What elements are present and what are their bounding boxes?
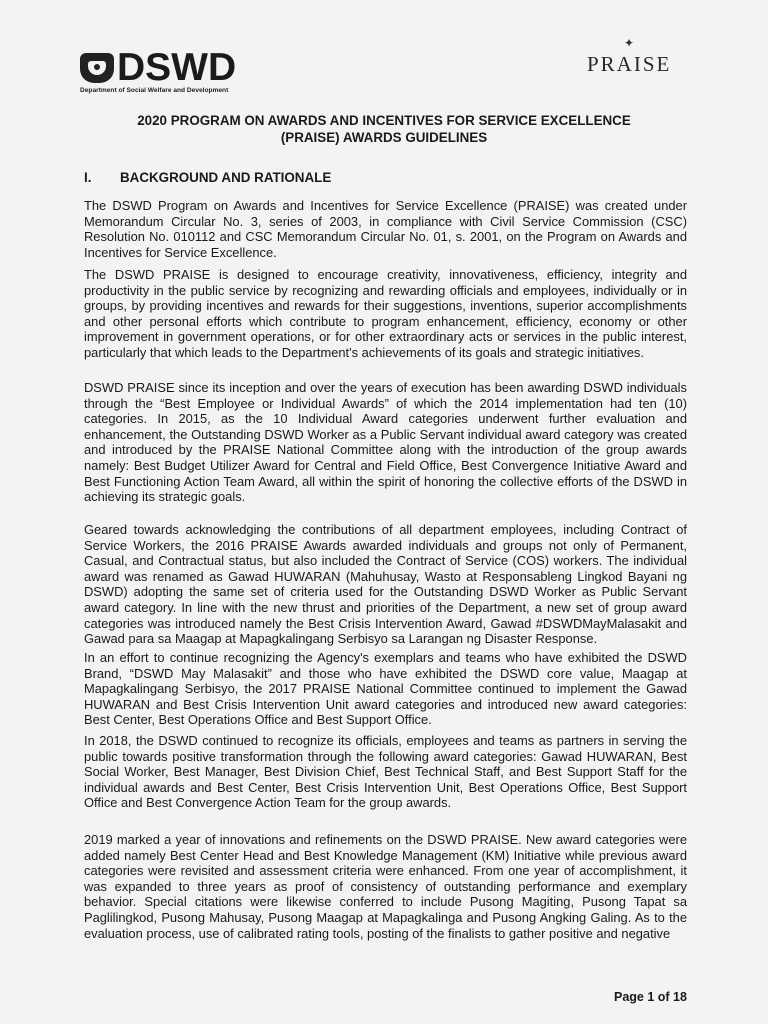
paragraph: The DSWD Program on Awards and Incentives for Service Excellence (PRAISE) was created under Memorandum Circular No. 3, series of 2003, in compliance with Civil Service Commission (CSC) Resolution No. 010112 and CSC Memorandum Circular No. 01, s. 2001, on the Program on Awards and Incentives for Service Excellence. <box>84 198 687 260</box>
dswd-logo-text: DSWD <box>117 46 237 89</box>
section-heading <box>84 170 331 185</box>
paragraph: 2019 marked a year of innovations and refinements on the DSWD PRAISE. New award categories were added namely Best Center Head and Best Knowledge Management (KM) Initiative while previous award categories were revisited and assessment criteria were enhanced. From one year of accomplishment, it was expanded to three years as proof of consistency of outstanding performance and exemplary behavior. Special citations were likewise conferred to include Pusong Magiting, Pusong Tapat sa Paglilingkod, Pusong Mahusay, Pusong Maagap at Mapagkalinga and Pusong Angking Galing. As to the evaluation process, use of calibrated rating tools, posting of the finalists to gather positive and negative <box>84 832 687 941</box>
section-number: I. <box>84 170 92 185</box>
paragraph: Geared towards acknowledging the contributions of all department employees, including Contract of Service Workers, the 2016 PRAISE Awards awarded individuals and groups not only of Permanent, Casual, and Contractual status, but also included the Contract of Service (COS) workers. The individual award was renamed as Gawad HUWARAN (Mahuhusay, Wasto at Responsableng Lingkod Bayani ng DSWD) adopting the same set of criteria used for the Outstanding DSWD Worker as Public Servant award category. In line with the new thrust and priorities of the Department, a new set of group award categories was introduced namely the Best Crisis Intervention Award, Gawad #DSWDMayMalasakit and Gawad para sa Maagap at Mapagkalingang Serbisyo sa Larangan ng Disaster Response. <box>84 522 687 647</box>
dswd-logo-subtitle: Department of Social Welfare and Development <box>80 87 229 94</box>
praise-star-icon: ✦ <box>624 36 635 50</box>
dswd-logo <box>80 46 237 94</box>
paragraph: DSWD PRAISE since its inception and over the years of execution has been awarding DSWD individuals through the “Best Employee or Individual Awards” of which the 2014 implementation had ten (10) categories. In 2015, as the 10 Individual Award categories underwent further evaluation and enhancement, the Outstanding DSWD Worker as a Public Servant individual award category was created and introduced by the PRAISE National Committee along with the introduction of the group awards namely: Best Budget Utilizer Award for Central and Field Office, Best Convergence Initiative Award and Best Functioning Action Team Award, all within the spirit of honoring the collective efforts of the DSWD in achieving its strategic goals. <box>84 380 687 505</box>
document-title-line-1: 2020 PROGRAM ON AWARDS AND INCENTIVES FOR SERVICE EXCELLENCE <box>137 113 631 128</box>
dswd-seal-icon <box>80 53 114 83</box>
paragraph: The DSWD PRAISE is designed to encourage creativity, innovativeness, efficiency, integrity and productivity in the public service by recognizing and rewarding officials and employees, individually or in groups, by providing incentives and rewards for their suggestions, inventions, superior accomplishments and other personal efforts which contribute to program enhancement, efficiency, economy or other improvement in government operations, or for other extraordinary acts or services in the public interest, particularly that which leads to the Department's achievements of its goals and strategic initiatives. <box>84 267 687 360</box>
page-number: Page 1 of 18 <box>614 990 687 1004</box>
paragraph: In 2018, the DSWD continued to recognize its officials, employees and teams as partners in serving the public towards positive transformation through the following award categories: Gawad HUWARAN, Best Social Worker, Best Manager, Best Division Chief, Best Technical Staff, and Best Support Staff for the individual awards and Best Center, Best Crisis Intervention Unit, Best Operations Office, Best Support Office and Best Convergence Action Team for the group awards. <box>84 733 687 811</box>
paragraph: In an effort to continue recognizing the Agency's exemplars and teams who have exhibited the DSWD Brand, “DSWD May Malasakit” and those who have exhibited the DSWD core value, Maagap at Mapagkalingang Serbisyo, the 2017 PRAISE National Committee continued to implement the Gawad HUWARAN and Best Crisis Intervention Unit award categories and introduced new award categories: Best Center, Best Operations Office and Best Support Office. <box>84 650 687 728</box>
section-title: BACKGROUND AND RATIONALE <box>120 170 332 185</box>
praise-logo: PRAISE <box>587 52 672 76</box>
document-title-line-2: (PRAISE) AWARDS GUIDELINES <box>280 130 488 145</box>
